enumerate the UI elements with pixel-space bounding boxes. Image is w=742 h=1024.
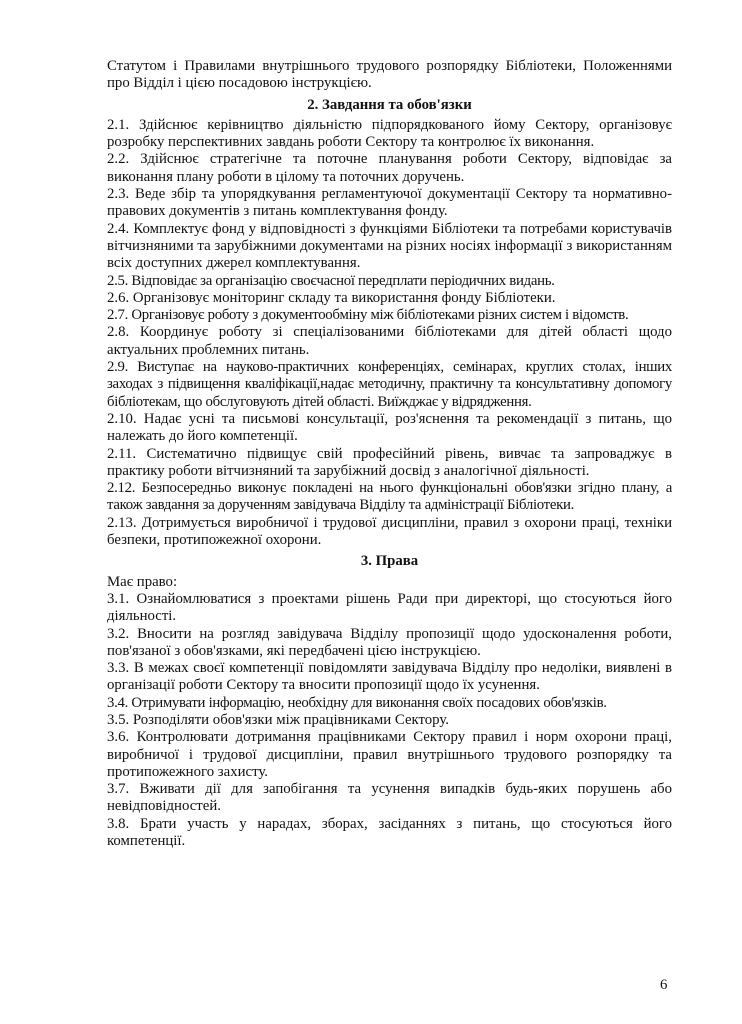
duty-item: 2.9. Виступає на науково-практичних конференціях, семінарах, круглих столах, інших заходах з підвищення кваліфікації,надає методичну, практичну та консультативну допомогу бібліотекам, що обслуговують дітей області. Виїжджає у відрядження. xyxy=(107,359,672,410)
document-page xyxy=(107,58,672,850)
duty-item: 2.5. Відповідає за організацію своєчасної передплати періодичних видань. xyxy=(107,272,555,289)
right-item: 3.2. Вносити на розгляд завідувача Відділу пропозиції щодо удосконалення роботи, пов'язаної з обов'язками, які передбачені цією інструкцією. xyxy=(107,625,672,659)
duty-item: 2.4. Комплектує фонд у відповідності з функціями Бібліотеки та потребами користувачів вітчизняними та зарубіжними документами на різних носіях інформації з використанням всіх доступних джерел комплектування. xyxy=(107,220,672,272)
duty-item: 2.2. Здійснює стратегічне та поточне планування роботи Сектору, відповідає за виконання плану роботи в цілому та поточних доручень. xyxy=(107,151,672,185)
intro-paragraph: Статутом і Правилами внутрішнього трудового розпорядку Бібліотеки, Положеннями про Відділ і цією посадовою інструкцією. xyxy=(107,58,672,92)
duty-item: 2.11. Систематично підвищує свій професійний рівень, вивчає та запроваджує в практику роботи вітчизняний та зарубіжний досвід з аналогічної діяльності. xyxy=(107,445,672,479)
duty-item: 2.3. Веде збір та упорядкування регламентуючої документації Сектору та нормативно-правових документів з питань комплектування фонду. xyxy=(107,186,672,220)
duty-item: 2.7. Організовує роботу з документообміну між бібліотеками різних систем і відомств. xyxy=(107,307,629,324)
section-3-heading: 3. Права xyxy=(360,553,419,570)
duty-item: 2.1. Здійснює керівництво діяльністю підпорядкованого йому Сектору, організовує розробку перспективних завдань роботи Сектору та контролює їх виконання. xyxy=(107,116,672,151)
right-item: 3.1. Ознайомлюватися з проектами рішень Ради при директорі, що стосуються його діяльності. xyxy=(107,590,672,625)
page-number: 6 xyxy=(660,977,668,993)
right-item: 3.6. Контролювати дотримання працівниками Сектору правил і норм охорони праці, виробничої і трудової дисципліни, правил внутрішнього трудового розпорядку та протипожежного захисту. xyxy=(107,729,672,780)
duty-item: 2.12. Безпосередньо виконує покладені на нього функціональні обов'язки згідно плану, а також завдання за дорученням завідувача Відділу та адміністрації Бібліотеки. xyxy=(107,480,672,514)
right-item: 3.5. Розподіляти обов'язки між працівниками Сектору. xyxy=(107,711,449,728)
duty-item: 2.6. Організовує моніторинг складу та використання фонду Бібліотеки. xyxy=(107,289,556,306)
duty-item: 2.8. Координує роботу зі спеціалізованими бібліотеками для дітей області щодо актуальних проблемних питань. xyxy=(107,324,672,358)
rights-lead: Має право: xyxy=(107,573,178,590)
section-2-heading: 2. Завдання та обов'язки xyxy=(307,96,472,113)
duty-item: 2.13. Дотримується виробничої і трудової дисципліни, правил з охорони праці, техніки безпеки, протипожежної охорони. xyxy=(107,514,672,549)
right-item: 3.4. Отримувати інформацію, необхідну для виконання своїх посадових обов'язків. xyxy=(107,694,607,711)
right-item: 3.8. Брати участь у нарадах, зборах, засіданнях з питань, що стосуються його компетенції. xyxy=(107,815,672,850)
right-item: 3.3. В межах своєї компетенції повідомляти завідувача Відділу про недоліки, виявлені в організації роботи Сектору та вносити пропозиції щодо їх усунення. xyxy=(107,660,672,694)
duty-item: 2.10. Надає усні та письмові консультації, роз'яснення та рекомендації з питань, що належать до його компетенції. xyxy=(107,410,672,445)
right-item: 3.7. Вживати дії для запобігання та усунення випадків будь-яких порушень або невідповідностей. xyxy=(107,781,672,815)
